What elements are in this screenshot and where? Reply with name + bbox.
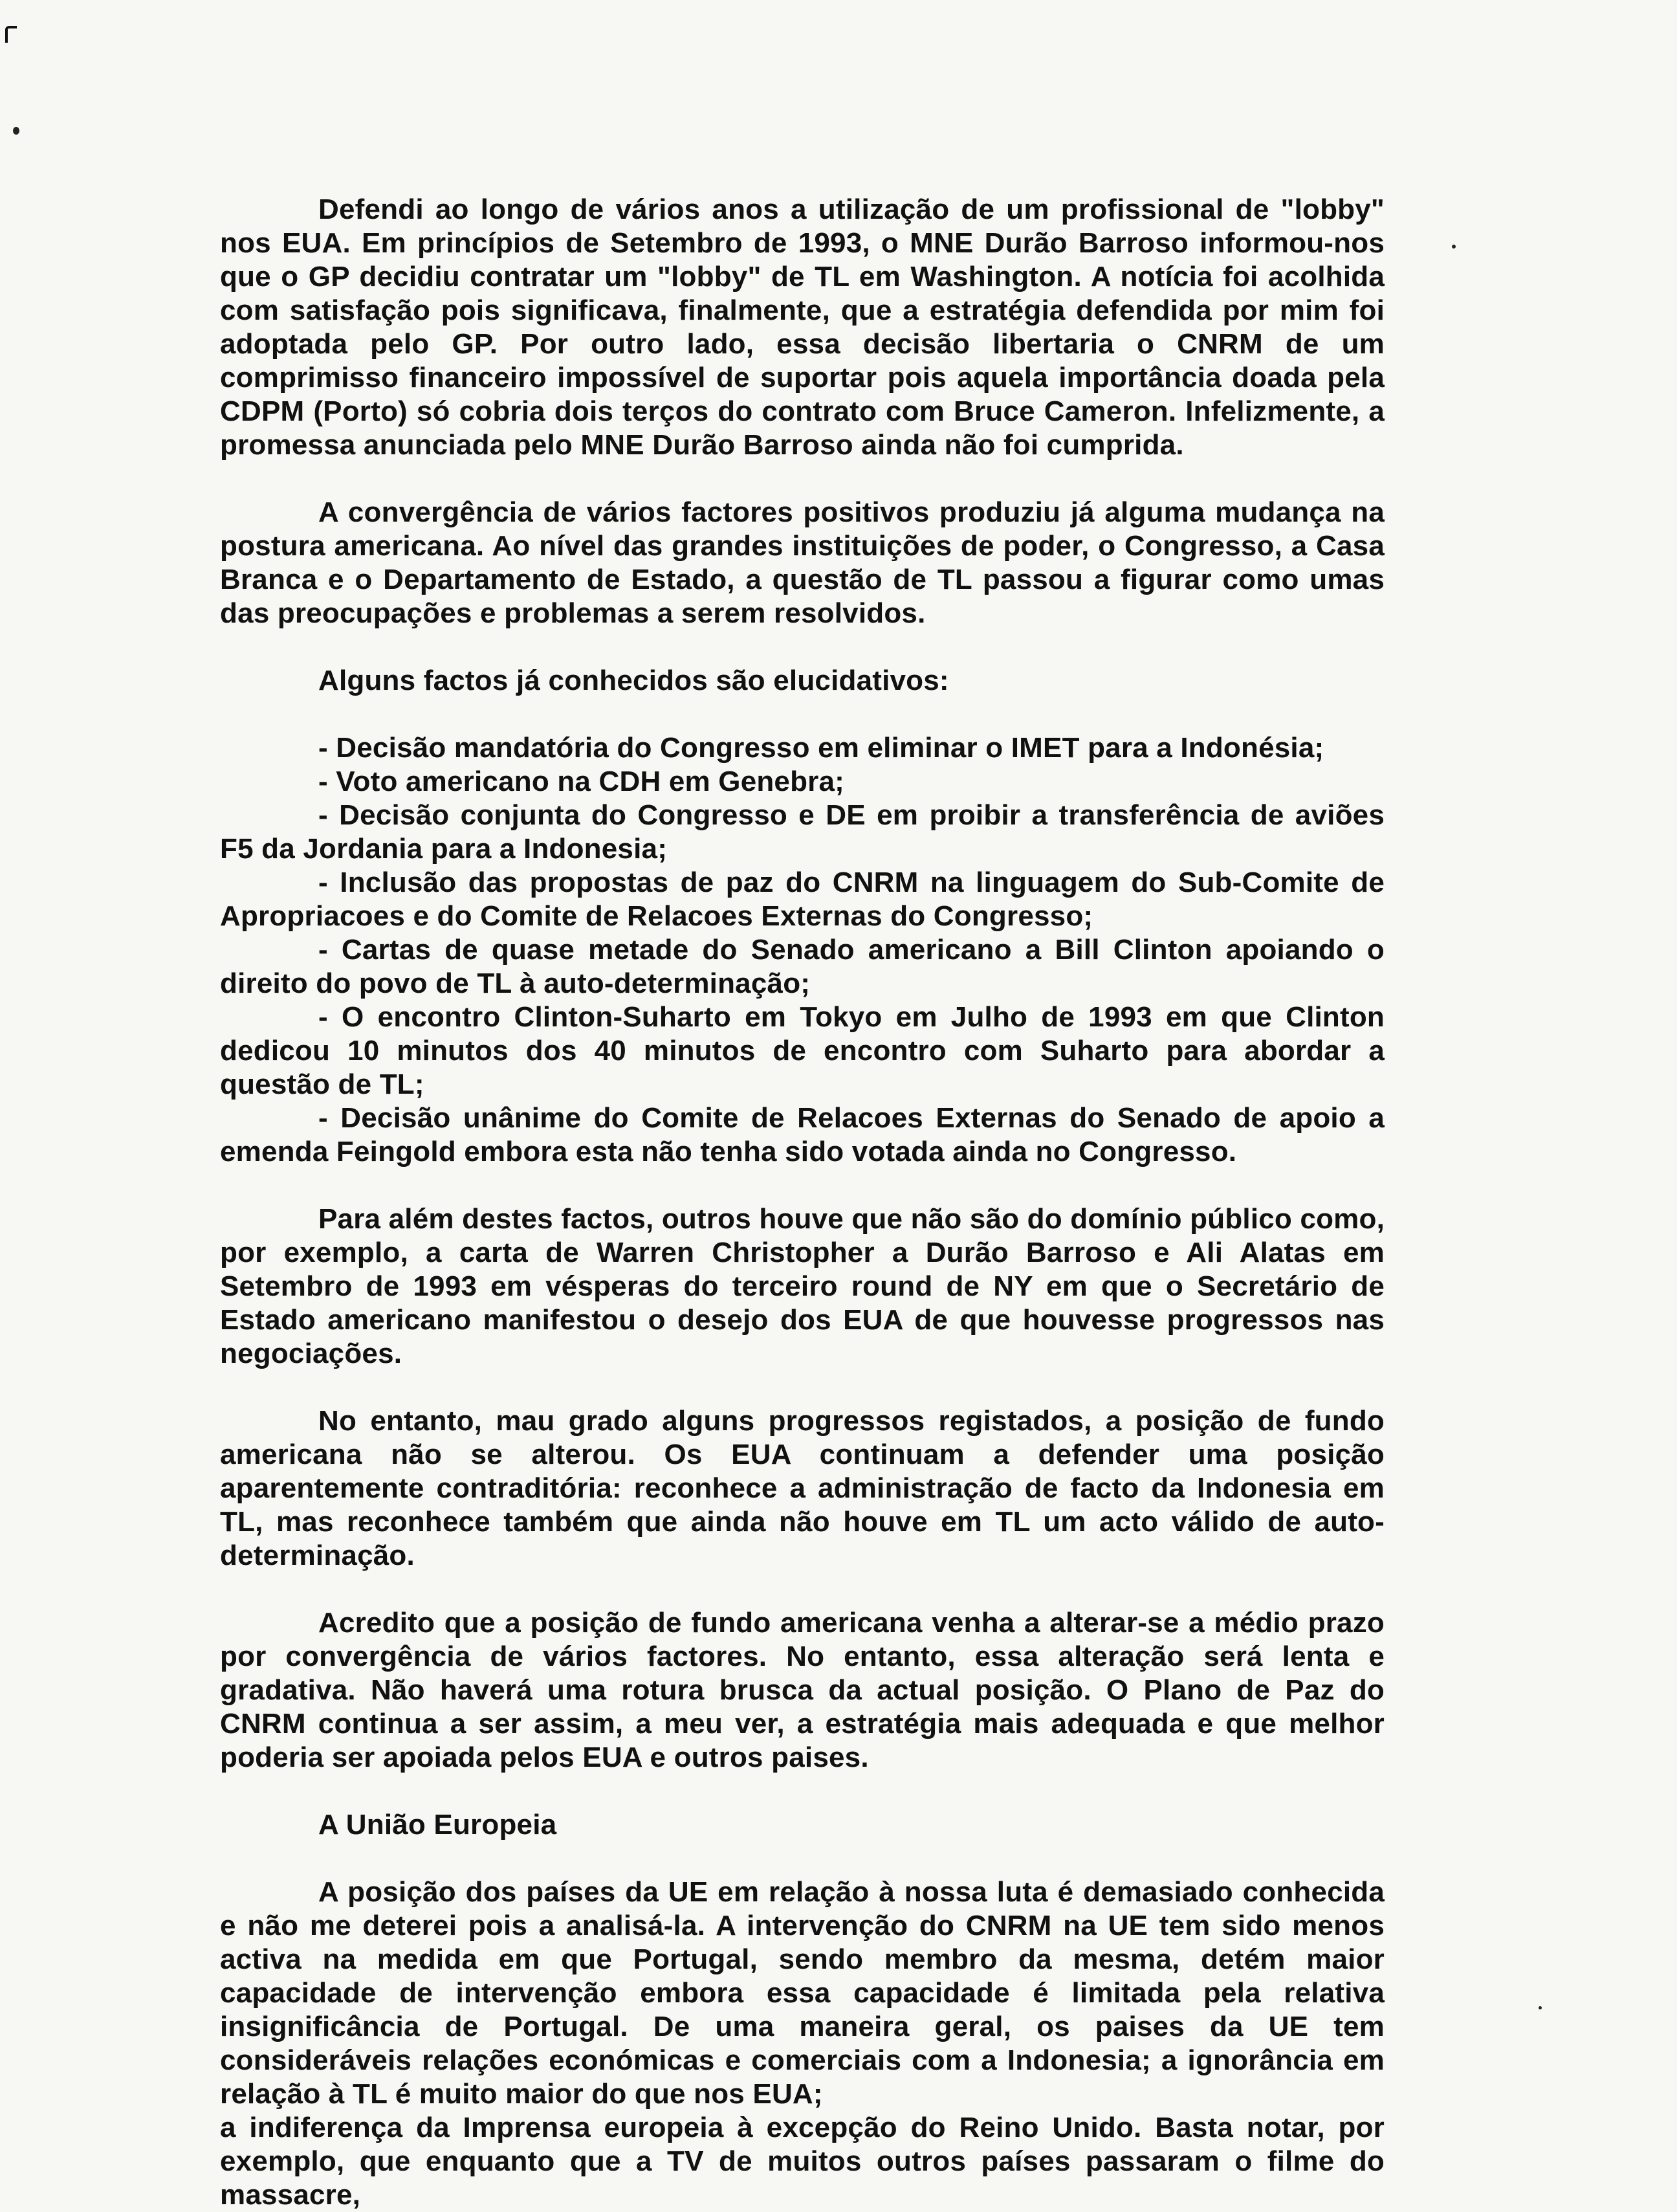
fact-item: - Voto americano na CDH em Genebra; <box>318 766 845 797</box>
document-body <box>220 193 1385 2212</box>
fact-item: - Decisão mandatória do Congresso em eliminar o IMET para a Indonésia; <box>318 732 1324 764</box>
paragraph-eu-position: A posição dos países da UE em relação à nossa luta é demasiado conhecida e não me deterei pois a analisá-la. A intervenção do CNRM na UE tem sido menos activa na medida em que Portugal, sendo membro da mesma, detém maior capacidade de intervenção embora essa capacidade é limitada pela relativa insignificância de Portugal. De uma maneira geral, os paises da UE tem consideráveis relações económicas e comerciais com a Indonesia; a ignorância em relação à TL é muito maior do que nos EUA; <box>220 1876 1385 2110</box>
paragraph-other-facts: Para além destes factos, outros houve que não são do domínio público como, por exemplo, a carta de Warren Christopher a Durão Barroso e Ali Alatas em Setembro de 1993 em vésperas do terceiro round de NY em que o Secretário de Estado americano manifestou o desejo dos EUA de que houvesse progressos nas negociações. <box>220 1203 1385 1369</box>
scan-speck <box>1452 245 1456 249</box>
scan-speck <box>1539 2006 1542 2009</box>
facts-list <box>220 731 1385 1169</box>
paragraph-belief: Acredito que a posição de fundo americana venha a alterar-se a médio prazo por convergência de vários factores. No entanto, essa alteração será lenta e gradativa. Não haverá uma rotura brusca da actual posição. O Plano de Paz do CNRM continua a ser assim, a meu ver, a estratégia mais adequada e que melhor poderia ser apoiada pelos EUA e outros paises. <box>220 1607 1385 1773</box>
section-heading: A União Europeia <box>318 1809 557 1841</box>
fact-item: - Decisão unânime do Comite de Relacoes Externas do Senado de apoio a emenda Feingold embora esta não tenha sido votada ainda no Congresso. <box>220 1102 1385 1167</box>
paragraph-closing: a indiferença da Imprensa europeia à excepção do Reino Unido. Basta notar, por exemplo, que enquanto que a TV de muitos outros países passaram o filme do massacre, <box>220 2112 1385 2211</box>
fact-item: - Inclusão das propostas de paz do CNRM na linguagem do Sub-Comite de Apropriacoes e do Comite de Relacoes Externas do Congresso; <box>220 867 1385 932</box>
paragraph-convergence: A convergência de vários factores positivos produziu já alguma mudança na postura americana. Ao nível das grandes instituições de poder, o Congresso, a Casa Branca e o Departamento de Estado, a questão de TL passou a figurar como umas das preocupações e problemas a serem resolvidos. <box>220 496 1385 629</box>
fact-item: - O encontro Clinton-Suharto em Tokyo em Julho de 1993 em que Clinton dedicou 10 minutos dos 40 minutos de encontro com Suharto para abordar a questão de TL; <box>220 1001 1385 1100</box>
paragraph-facts-intro: Alguns factos já conhecidos são elucidativos: <box>318 665 949 696</box>
paragraph-us-position: No entanto, mau grado alguns progressos registados, a posição de fundo americana não se alterou. Os EUA continuam a defender uma posição aparentemente contraditória: reconhece a administração de facto da Indonesia em TL, mas reconhece também que ainda não houve em TL um acto válido de auto-determinação. <box>220 1405 1385 1571</box>
scan-mark <box>5 26 17 43</box>
paragraph-lobby: Defendi ao longo de vários anos a utilização de um profissional de "lobby" nos EUA. Em princípios de Setembro de 1993, o MNE Durão Barroso informou-nos que o GP decidiu contratar um "lobby" de TL em Washington. A notícia foi acolhida com satisfação pois significava, finalmente, que a estratégia defendida por mim foi adoptada pelo GP. Por outro lado, essa decisão libertaria o CNRM de um comprimisso financeiro impossível de suportar pois aquela importância doada pela CDPM (Porto) só cobria dois terços do contrato com Bruce Cameron. Infelizmente, a promessa anunciada pelo MNE Durão Barroso ainda não foi cumprida. <box>220 194 1385 461</box>
fact-item: - Cartas de quase metade do Senado americano a Bill Clinton apoiando o direito do povo de TL à auto-determinação; <box>220 934 1385 999</box>
fact-item: - Decisão conjunta do Congresso e DE em proibir a transferência de aviões F5 da Jordania para a Indonesia; <box>220 799 1385 865</box>
scan-speck <box>13 127 19 135</box>
